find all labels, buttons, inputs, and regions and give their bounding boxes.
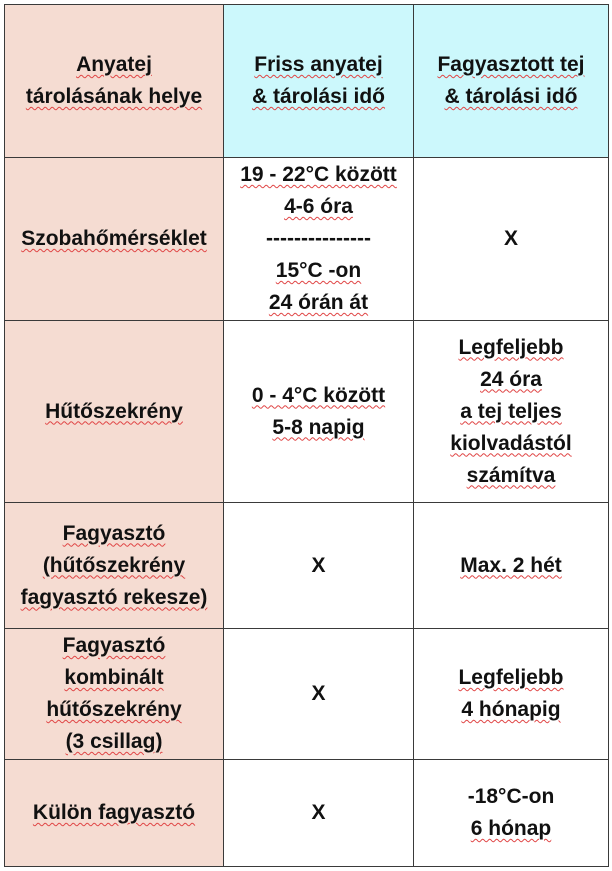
frozen-line: 24 óra (480, 367, 542, 391)
frozen-line: Legfeljebb (458, 666, 564, 689)
header-frozen-line: & tárolási idő (444, 85, 578, 108)
fresh-cell (224, 760, 414, 867)
place-cell (5, 321, 224, 503)
breast-milk-storage-table (4, 4, 609, 867)
table-row (5, 503, 609, 629)
table-row (5, 760, 609, 867)
fresh-line: 15°C -on (275, 259, 362, 282)
place-line: kombinált (64, 666, 164, 689)
place-line: Szobahőmérséklet (21, 227, 207, 250)
fresh-cell (224, 321, 414, 503)
frozen-line: Max. 2 hét (460, 553, 562, 577)
fresh-line: 4-6 óra (284, 195, 353, 218)
header-fresh-line: & tárolási idő (251, 85, 386, 108)
place-line: (hűtőszekrény (42, 553, 186, 577)
place-cell (5, 503, 224, 629)
fresh-line: 24 órán át (268, 291, 369, 314)
fresh-line: 5-8 napig (272, 415, 365, 439)
frozen-line: X (503, 227, 518, 250)
frozen-line: a tej teljes (460, 399, 562, 423)
header-frozen-line: Fagyasztott tej (437, 53, 585, 76)
header-place-line: Anyatej (76, 53, 152, 76)
frozen-cell (414, 629, 609, 760)
place-cell (5, 760, 224, 867)
fresh-line: X (311, 553, 326, 577)
frozen-cell (414, 760, 609, 867)
fresh-line: 19 - 22°C között (240, 163, 397, 186)
place-line: Fagyasztó (62, 521, 166, 545)
frozen-line: Legfeljebb (458, 335, 564, 359)
header-fresh-line: Friss anyatej (254, 53, 383, 76)
header-place-line: tárolásának helye (25, 85, 203, 108)
table-header-row (5, 5, 609, 158)
place-line: Fagyasztó (62, 634, 166, 657)
header-cell-frozen-milk (414, 5, 609, 158)
header-cell-fresh-milk (224, 5, 414, 158)
fresh-line: 0 - 4°C között (251, 383, 386, 407)
table-row (5, 629, 609, 760)
frozen-line: -18°C-on (467, 785, 555, 808)
frozen-cell (414, 158, 609, 321)
fresh-separator-line: --------------- (266, 227, 371, 250)
fresh-cell (224, 503, 414, 629)
header-cell-storage-place (5, 5, 224, 158)
frozen-line: 6 hónap (470, 817, 552, 840)
frozen-cell (414, 503, 609, 629)
place-line: (3 csillag) (65, 730, 163, 753)
frozen-line: számítva (466, 463, 556, 487)
fresh-line: X (311, 682, 326, 705)
place-line: Külön fagyasztó (32, 801, 196, 824)
fresh-line: X (311, 801, 326, 824)
table-row (5, 321, 609, 503)
place-cell (5, 158, 224, 321)
place-line: Hűtőszekrény (45, 399, 183, 423)
place-cell (5, 629, 224, 760)
place-line: fagyasztó rekesze) (20, 585, 208, 609)
frozen-cell (414, 321, 609, 503)
frozen-line: 4 hónapig (461, 698, 561, 721)
fresh-cell (224, 158, 414, 321)
place-line: hűtőszekrény (46, 698, 182, 721)
frozen-line: kiolvadástól (450, 431, 572, 455)
fresh-cell (224, 629, 414, 760)
table-row (5, 158, 609, 321)
